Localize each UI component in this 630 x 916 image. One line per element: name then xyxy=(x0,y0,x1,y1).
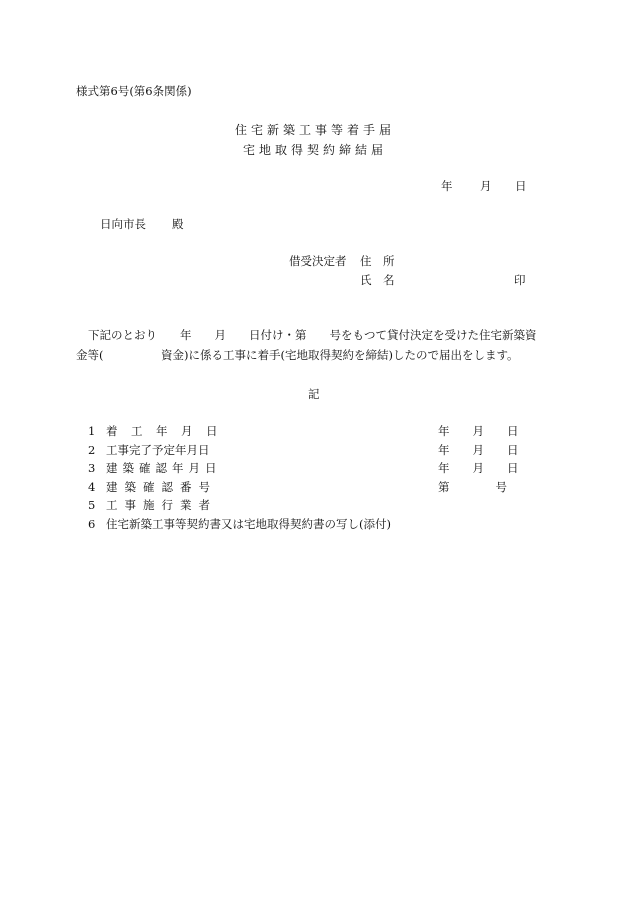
applicant-name-label: 氏 名 xyxy=(360,273,395,287)
seal-mark: 印 xyxy=(514,273,526,287)
date-month: 月 xyxy=(480,179,492,193)
list-item xyxy=(88,482,528,496)
addressee-honorific: 殿 xyxy=(172,217,184,231)
date-year: 年 xyxy=(441,179,453,193)
item-number: 4 xyxy=(88,480,96,494)
item-value: 年 月 日 xyxy=(438,424,519,438)
title-line-1: 住宅新築工事等着手届 xyxy=(234,123,395,137)
item-label: 住宅新築工事等契約書又は宅地取得契約書の写し(添付) xyxy=(106,517,391,531)
item-label: 工事完了予定年月日 xyxy=(106,443,210,457)
item-number: 6 xyxy=(88,517,96,531)
form-code: 様式第6号(第6条関係) xyxy=(76,84,192,98)
date-day: 日 xyxy=(515,179,527,193)
applicant-address-label: 住 所 xyxy=(360,254,395,268)
list-item xyxy=(88,426,528,440)
item-label: 工事施行業者 xyxy=(106,498,217,512)
item-value: 年 月 日 xyxy=(438,461,519,475)
item-number: 5 xyxy=(88,498,96,512)
item-label: 建築確認年月日 xyxy=(106,461,222,475)
ki-heading: 記 xyxy=(308,387,320,401)
list-item xyxy=(88,445,528,459)
item-value: 第 号 xyxy=(438,480,507,494)
addressee-name: 日向市長 xyxy=(100,217,146,231)
item-number: 3 xyxy=(88,461,96,475)
body-line-2: 金等( 資金)に係る工事に着手(宅地取得契約を締結)したので届出をします。 xyxy=(76,348,519,362)
body-line-1: 下記のとおり 年 月 日付け・第 号をもつて貸付決定を受けた住宅新築資 xyxy=(88,328,537,342)
item-label: 着 工 年 月 日 xyxy=(106,424,219,438)
list-item xyxy=(88,500,528,514)
title-line-2: 宅地取得契約締結届 xyxy=(242,143,387,157)
list-item xyxy=(88,519,528,533)
item-value: 年 月 日 xyxy=(438,443,519,457)
applicant-role: 借受決定者 xyxy=(289,254,347,268)
item-label: 建築確認番号 xyxy=(106,480,217,494)
item-number: 1 xyxy=(88,424,96,438)
list-item xyxy=(88,463,528,477)
item-number: 2 xyxy=(88,443,96,457)
